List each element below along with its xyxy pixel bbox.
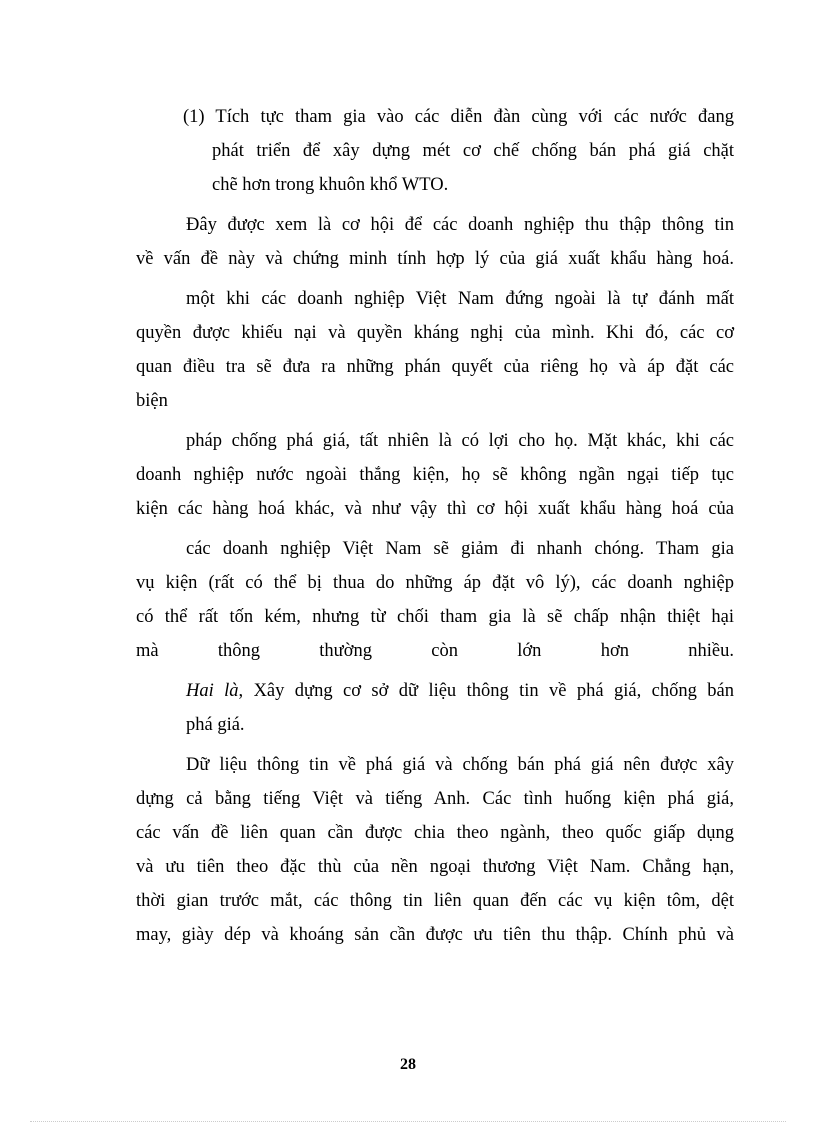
para4-line-3: có thể rất tốn kém, nhưng từ chối tham gia là sẽ chấp nhận thiệt hại — [136, 607, 734, 627]
para2-line-3: quan điều tra sẽ đưa ra những phán quyết của riêng họ và áp đặt các — [136, 357, 734, 377]
page-number: 28 — [400, 1056, 416, 1073]
para1-line-1: Đây được xem là cơ hội để các doanh nghiệp thu thập thông tin — [186, 215, 734, 235]
para3-line-1: pháp chống phá giá, tất nhiên là có lợi cho họ. Mặt khác, khi các — [186, 431, 734, 451]
para2-line-4: biện — [136, 391, 168, 411]
para5-line-3: các vấn đề liên quan cần được chia theo ngành, theo quốc giấp dụng — [136, 823, 734, 843]
para4-line-1: các doanh nghiệp Việt Nam sẽ giảm đi nhanh chóng. Tham gia — [186, 539, 734, 559]
item1-line-1: (1) Tích tực tham gia vào các diễn đàn cùng với các nước đang — [183, 107, 734, 127]
heading2-italic: Hai là — [186, 681, 239, 701]
para5-line-4: và ưu tiên theo đặc thù của nền ngoại thương Việt Nam. Chẳng hạn, — [136, 857, 734, 877]
para5-line-2: dựng cả bằng tiếng Việt và tiếng Anh. Các tình huống kiện phá giá, — [136, 789, 734, 809]
para3-line-2: doanh nghiệp nước ngoài thắng kiện, họ sẽ không ngần ngại tiếp tục — [136, 465, 734, 485]
para4-line-4: mà thông thường còn lớn hơn nhiều. — [136, 641, 734, 661]
item1-line-3: chẽ hơn trong khuôn khổ WTO. — [212, 175, 449, 195]
heading2-line-2: phá giá. — [186, 715, 245, 735]
para2-line-1: một khi các doanh nghiệp Việt Nam đứng ngoài là tự đánh mất — [186, 289, 734, 309]
para5-line-5: thời gian trước mắt, các thông tin liên quan đến các vụ kiện tôm, dệt — [136, 891, 734, 911]
para2-line-2: quyền được khiếu nại và quyền kháng nghị của mình. Khi đó, các cơ — [136, 323, 734, 343]
heading2-rest: , Xây dựng cơ sở dữ liệu thông tin về phá giá, chống bán — [238, 681, 734, 701]
para3-line-3: kiện các hàng hoá khác, và như vậy thì cơ hội xuất khẩu hàng hoá của — [136, 499, 734, 519]
para5-line-6: may, giày dép và khoáng sản cần được ưu tiên thu thập. Chính phủ và — [136, 925, 734, 945]
para5-line-1: Dữ liệu thông tin về phá giá và chống bán phá giá nên được xây — [186, 755, 734, 775]
item1-line-2: phát triển để xây dựng mét cơ chế chống bán phá giá chặt — [212, 141, 734, 161]
para4-line-2: vụ kiện (rất có thể bị thua do những áp đặt vô lý), các doanh nghiệp — [136, 573, 734, 593]
heading2-line-1 — [186, 679, 734, 703]
para1-line-2: về vấn đề này và chứng minh tính hợp lý của giá xuất khẩu hàng hoá. — [136, 249, 734, 269]
page-bottom-divider — [30, 1121, 786, 1122]
